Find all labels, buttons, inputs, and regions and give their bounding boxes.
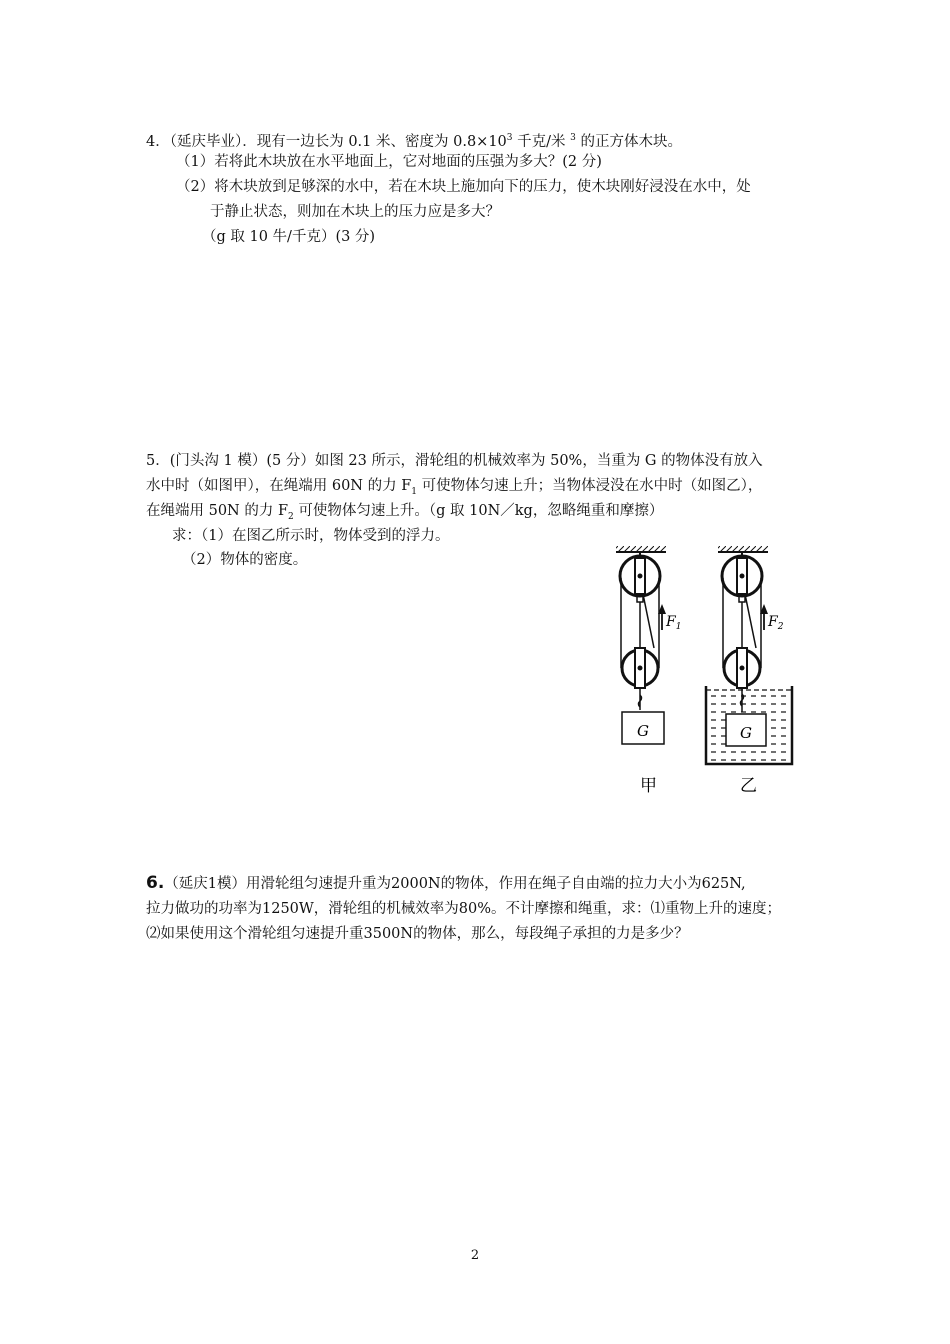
q4-line-5: （g 取 10 牛/千克）(3 分) <box>202 229 376 245</box>
force-label-f2: $F_2$ <box>768 614 784 632</box>
q4-line-1: 4．（延庆毕业）．现有一边长为 0.1 米、密度为 $0.8\times 10^3$ 千克/米 $^3$ 的正方体木块。 <box>146 133 682 150</box>
q5-line-1: 5．(门头沟 1 模）(5 分）如图 23 所示，滑轮组的机械效率为 50%，当重为 G 的物体没有放入 <box>146 453 763 469</box>
figure-label-right: 乙 <box>740 776 757 796</box>
figure-label-left: 甲 <box>640 776 657 796</box>
q5-line-3: 在绳端用 50N 的力 $F_2$ 可使物体匀速上升。（g 取 10N／kg，忽略绳重和摩擦） <box>146 503 664 522</box>
pulley-diagram <box>600 540 810 800</box>
q5-line-5: （2）物体的密度。 <box>182 552 308 568</box>
q5-line-2: 水中时（如图甲），在绳端用 60N 的力 $F_1$ 可使物体匀速上升；当物体浸没在水中时（如图乙）， <box>146 478 763 497</box>
page-number: 2 <box>470 1248 480 1263</box>
q6-line-2: 拉力做功的功率为1250W，滑轮组的机械效率为80%。不计摩擦和绳重，求：⑴重物上升的速度； <box>146 901 782 917</box>
q4-line-2: （1）若将此木块放在水平地面上，它对地面的压强为多大？(2 分) <box>176 154 602 170</box>
q5-line-4: 求：（1）在图乙所示时，物体受到的浮力。 <box>172 528 450 544</box>
q4-line-4: 于静止状态，则加在木块上的压力应是多大？ <box>210 204 500 220</box>
weight-label-right: G <box>740 724 752 742</box>
pulley-system-left <box>616 546 666 744</box>
force-label-f1: $F_1$ <box>666 614 682 632</box>
pulley-figure <box>600 540 810 800</box>
q4-line-3: （2）将木块放到足够深的水中，若在木块上施加向下的压力，使木块刚好浸没在水中，处 <box>176 179 751 195</box>
q6-line-1: 6.（延庆1模）用滑轮组匀速提升重为2000N的物体，作用在绳子自由端的拉力大小为625N, <box>146 873 746 893</box>
weight-label-left: G <box>637 722 649 740</box>
q6-line-3: ⑵如果使用这个滑轮组匀速提升重3500N的物体，那么，每段绳子承担的力是多少？ <box>146 926 689 942</box>
